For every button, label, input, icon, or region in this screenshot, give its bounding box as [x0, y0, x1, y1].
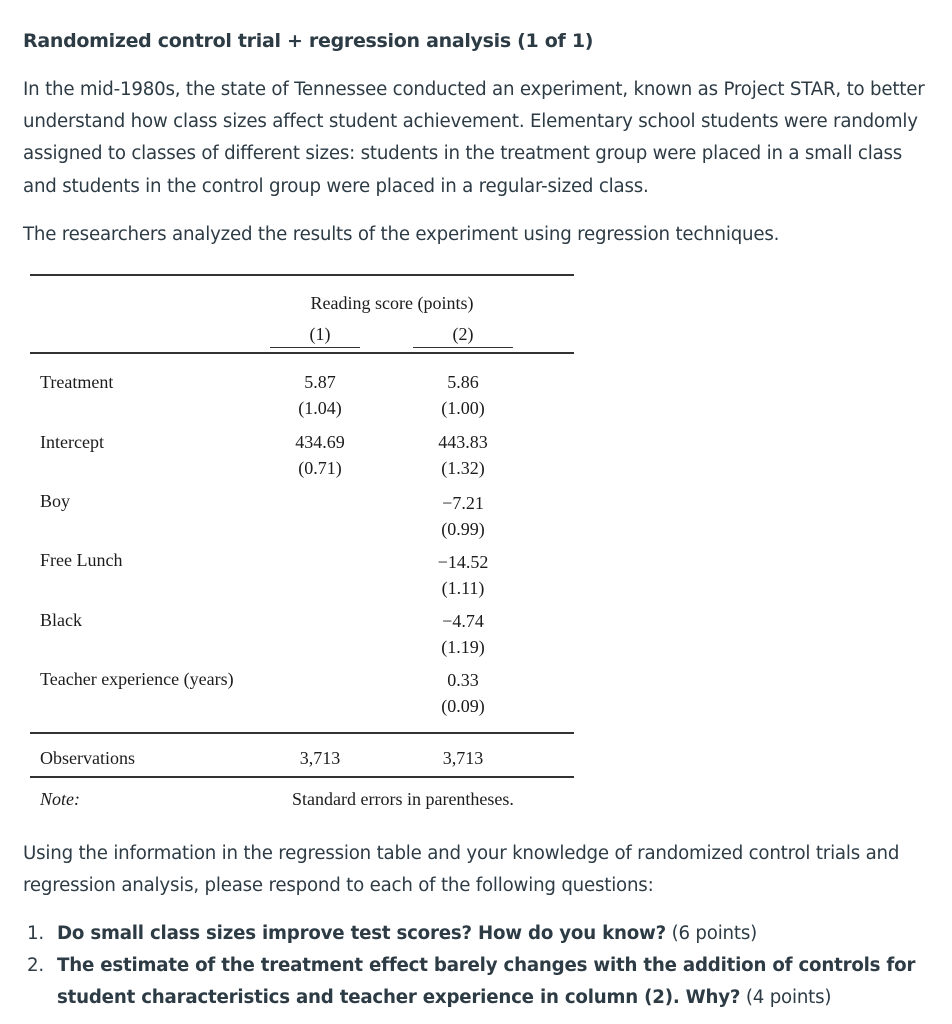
observations-col1: 3,713: [299, 748, 341, 768]
column-1-header: (1): [309, 324, 331, 344]
row-label-boy: Boy: [40, 491, 71, 511]
bottom-rule: [30, 776, 574, 778]
row-label-intercept: Intercept: [40, 432, 104, 452]
cell-coef: −4.74: [442, 611, 484, 631]
cell-coef: 443.83: [438, 432, 488, 452]
question-number: 2.: [27, 955, 44, 976]
intro-paragraph-2: The researchers analyzed the results of the experiment using regression techniques.: [23, 224, 780, 245]
column-2-underline: [413, 347, 513, 348]
observations-label: Observations: [40, 748, 135, 768]
cell-coef: 5.87: [304, 372, 336, 392]
cell-se: (1.04): [298, 398, 342, 418]
row-label-free-lunch: Free Lunch: [40, 550, 123, 570]
cell-se: (0.71): [298, 458, 342, 478]
cell-coef: 5.86: [447, 372, 479, 392]
row-label-teacher-experience: Teacher experience (years): [40, 669, 234, 689]
regression-table: [30, 272, 574, 817]
questions-intro: Using the information in the regression table and your knowledge of randomized control trials and regression analysis, please respond to each of the following questions:: [23, 843, 900, 896]
cell-se: (1.00): [441, 398, 485, 418]
observations-col2: 3,713: [442, 748, 484, 768]
cell-se: (0.09): [441, 696, 485, 716]
list-item: [23, 950, 938, 1014]
list-item: [23, 918, 938, 950]
cell-se: (1.19): [441, 637, 485, 657]
cell-se: (1.11): [441, 578, 485, 598]
row-label-treatment: Treatment: [40, 372, 114, 392]
question-text: Do small class sizes improve test scores? How do you know?: [57, 923, 666, 944]
note-text: Standard errors in parentheses.: [292, 789, 514, 809]
table-header: Reading score (points): [310, 293, 474, 313]
question-points: (6 points): [666, 923, 757, 944]
header-rule: [30, 352, 574, 354]
table-top-rule: [30, 274, 574, 276]
question-points: (4 points): [740, 987, 832, 1008]
page-title: Randomized control trial + regression analysis (1 of 1): [23, 30, 594, 52]
row-label-black: Black: [40, 610, 82, 630]
cell-coef: −14.52: [437, 552, 489, 572]
column-2-header: (2): [452, 324, 474, 344]
cell-coef: −7.21: [442, 493, 484, 513]
observations-rule: [30, 732, 574, 734]
note-label: Note:: [40, 789, 80, 809]
question-text: The estimate of the treatment effect barely changes with the addition of controls for student characteristics and teacher experience in column (2). Why?: [57, 955, 916, 1008]
questions-list: [23, 918, 938, 1014]
question-number: 1.: [27, 923, 44, 944]
column-1-underline: [270, 347, 360, 348]
cell-se: (0.99): [441, 519, 485, 539]
cell-coef: 434.69: [295, 432, 345, 452]
intro-paragraph: In the mid-1980s, the state of Tennessee conducted an experiment, known as Project STAR, to better understand how class sizes affect student achievement. Elementary school students were randomly assigned to classes of different sizes: students in the treatment group were placed in a small class and students in the control group were placed in a regular-sized class.: [23, 79, 925, 197]
cell-se: (1.32): [441, 458, 485, 478]
cell-coef: 0.33: [447, 670, 479, 690]
